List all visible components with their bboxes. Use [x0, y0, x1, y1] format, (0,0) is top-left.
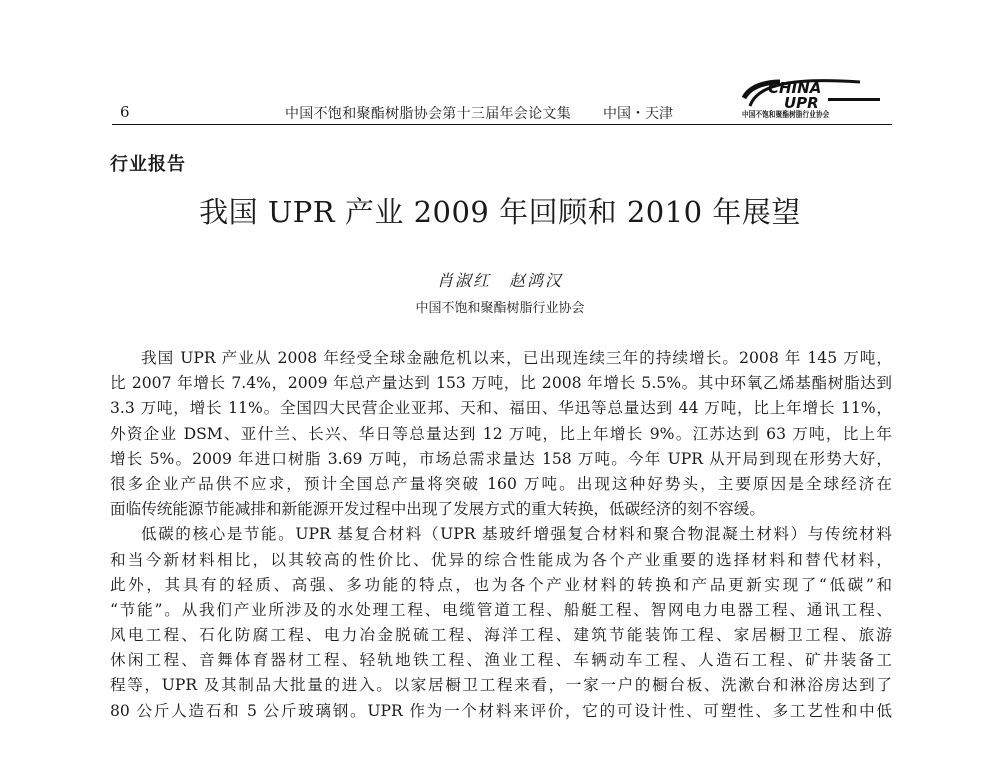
body-line: 此外，其具有的轻质、高强、多功能的特点，也为各个产业材料的转换和产品更新实现了“低碳”和 — [110, 575, 892, 594]
body-line: 比 2007 年增长 7.4%，2009 年总产量达到 153 万吨，比 2008 年增长 5.5%。其中环氧乙烯基酯树脂达到 — [110, 374, 892, 393]
body-line: 面临传统能源节能减排和新能源开发过程中出现了发展方式的重大转换，低碳经济的刻不容缓。 — [110, 500, 765, 519]
body-line: 低碳的核心是节能。UPR 基复合材料（UPR 基玻纤增强复合材料和聚合物混凝土材料）与传统材料 — [141, 525, 892, 544]
section-label: 行业报告 — [110, 154, 186, 175]
proceedings-title: 中国不饱和聚酯树脂协会第十三届年会论文集 — [285, 106, 571, 122]
logo-text-bottom: UPR — [784, 94, 819, 112]
article-title: 我国 UPR 产业 2009 年回顾和 2010 年展望 — [199, 195, 801, 229]
article-affiliation: 中国不饱和聚酯树脂行业协会 — [415, 301, 585, 316]
body-line: 增长 5%。2009 年进口树脂 3.69 万吨，市场总需求量达 158 万吨。今年 UPR 从开局到现在形势大好， — [110, 449, 892, 468]
body-line: 外资企业 DSM、亚什兰、长兴、华日等总量达到 12 万吨，比上年增长 9%。江苏达到 63 万吨，比上年 — [110, 424, 892, 443]
body-line: 80 公斤人造石和 5 公斤玻璃钢。UPR 作为一个材料来评价，它的可设计性、可塑性、多工艺性和中低 — [110, 701, 892, 720]
body-line: 和当今新材料相比，以其较高的性价比、优异的综合性能成为各个产业重要的选择材料和替代材料， — [110, 550, 892, 569]
conference-location: 中国・天津 — [603, 106, 673, 122]
body-line: 3.3 万吨，增长 11%。全国四大民营企业亚邦、天和、福田、华迅等总量达到 44 万吨，比上年增长 11%， — [110, 399, 892, 418]
body-line: 很多企业产品供不应求，预计全国总产量将突破 160 万吨。出现这种好势头，主要原因是全球经济在 — [110, 474, 892, 493]
body-line: 风电工程、石化防腐工程、电力冶金脱硫工程、海洋工程、建筑节能装饰工程、家居橱卫工程、旅游 — [110, 626, 892, 645]
body-line: 我国 UPR 产业从 2008 年经受全球金融危机以来，已出现连续三年的持续增长。2008 年 145 万吨， — [141, 349, 892, 367]
body-line: 程等，UPR 及其制品大批量的进入。以家居橱卫工程来看，一家一户的橱台板、洗漱台和淋浴房达到了 — [110, 676, 892, 695]
article-body — [110, 346, 892, 724]
body-line: “节能”。从我们产业所涉及的水处理工程、电缆管道工程、船艇工程、智网电力电器工程、通讯工程、 — [110, 600, 892, 619]
article-authors: 肖淑红 赵鸿汉 — [436, 271, 563, 290]
body-line: 休闲工程、音舞体育器材工程、轻轨地铁工程、渔业工程、车辆动车工程、人造石工程、矿井装备工 — [110, 651, 892, 670]
logo-caption: 中国不饱和聚酯树脂行业协会 — [742, 110, 830, 119]
logo-text-top: CHINA — [768, 79, 822, 97]
header-rule — [112, 124, 892, 125]
page-number: 6 — [120, 103, 130, 121]
